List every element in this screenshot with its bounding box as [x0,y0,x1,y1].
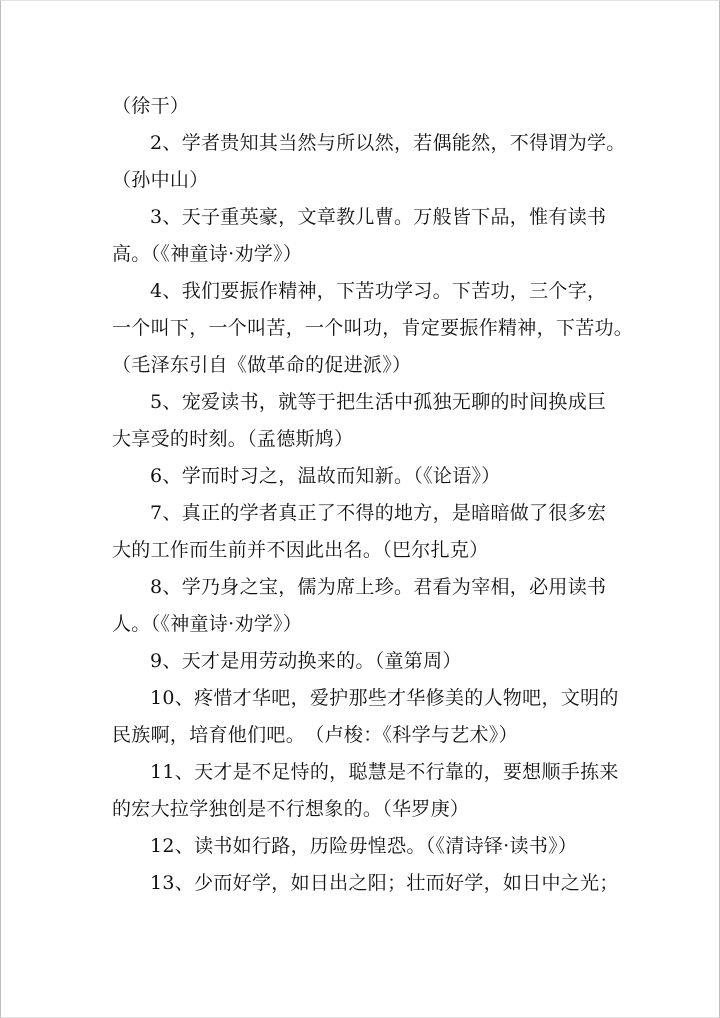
paragraph [112,458,622,495]
paragraph [112,384,622,458]
text-line: 民族啊，培育他们吧。 （卢梭：《科学与艺术》） [112,724,518,746]
paragraph [112,680,622,754]
text-line: 高。（《神童诗·劝学》） [112,243,303,265]
text-line: 人。（《神童诗·劝学》） [112,613,303,635]
text-line: 9、天才是用劳动换来的。（童第周） [150,650,462,672]
text-line: 7、真正的学者真正了不得的地方，是暗暗做了很多宏 [150,502,607,524]
paragraph [112,199,622,273]
paragraph [112,865,622,902]
text-line: 10、疼惜才华吧，爱护那些才华修美的人物吧，文明的 [150,687,619,709]
text-line: 的宏大拉学独创是不行想象的。（华罗庚） [112,798,470,820]
text-line: 4、我们要振作精神，下苦功学习。下苦功，三个字， [150,280,607,302]
text-line: 5、宠爱读书，就等于把生活中孤独无聊的时间换成巨 [150,391,607,413]
text-line: 2、学者贵知其当然与所以然，若偶能然，不得谓为学。 [150,132,626,154]
document-body [112,88,634,902]
text-line: 3、天子重英豪，文章教儿曹。万般皆下品，惟有读书 [150,206,607,228]
paragraph [112,754,622,828]
text-line: 12、读书如行路，历险毋惶恐。（《清诗铎·读书》） [150,835,578,857]
text-line: 一个叫下，一个叫苦，一个叫功，肯定要振作精神，下苦功。 [112,317,634,339]
text-line: （毛泽东引自《做革命的促进派》） [112,354,412,376]
text-line: （孙中山） [112,169,209,191]
paragraph [112,495,622,569]
text-line: （徐干） [112,95,190,117]
text-line: 大的工作而生前并不因此出名。（巴尔扎克） [112,539,489,561]
paragraph [112,125,626,199]
text-line: 8、学乃身之宝，儒为席上珍。君看为宰相，必用读书 [150,576,607,598]
text-line: 11、天才是不足恃的，聪慧是不行靠的，要想顺手拣来 [150,761,619,783]
paragraph [112,828,622,865]
paragraph [112,569,622,643]
paragraph [112,643,622,680]
paragraph [112,273,634,384]
text-line: 13、少而好学，如日出之阳；壮而好学，如日中之光； [150,872,619,894]
text-line: 6、学而时习之，温故而知新。（《论语》） [150,465,501,487]
paragraph [112,88,622,125]
text-line: 大享受的时刻。（孟德斯鸠） [112,428,354,450]
